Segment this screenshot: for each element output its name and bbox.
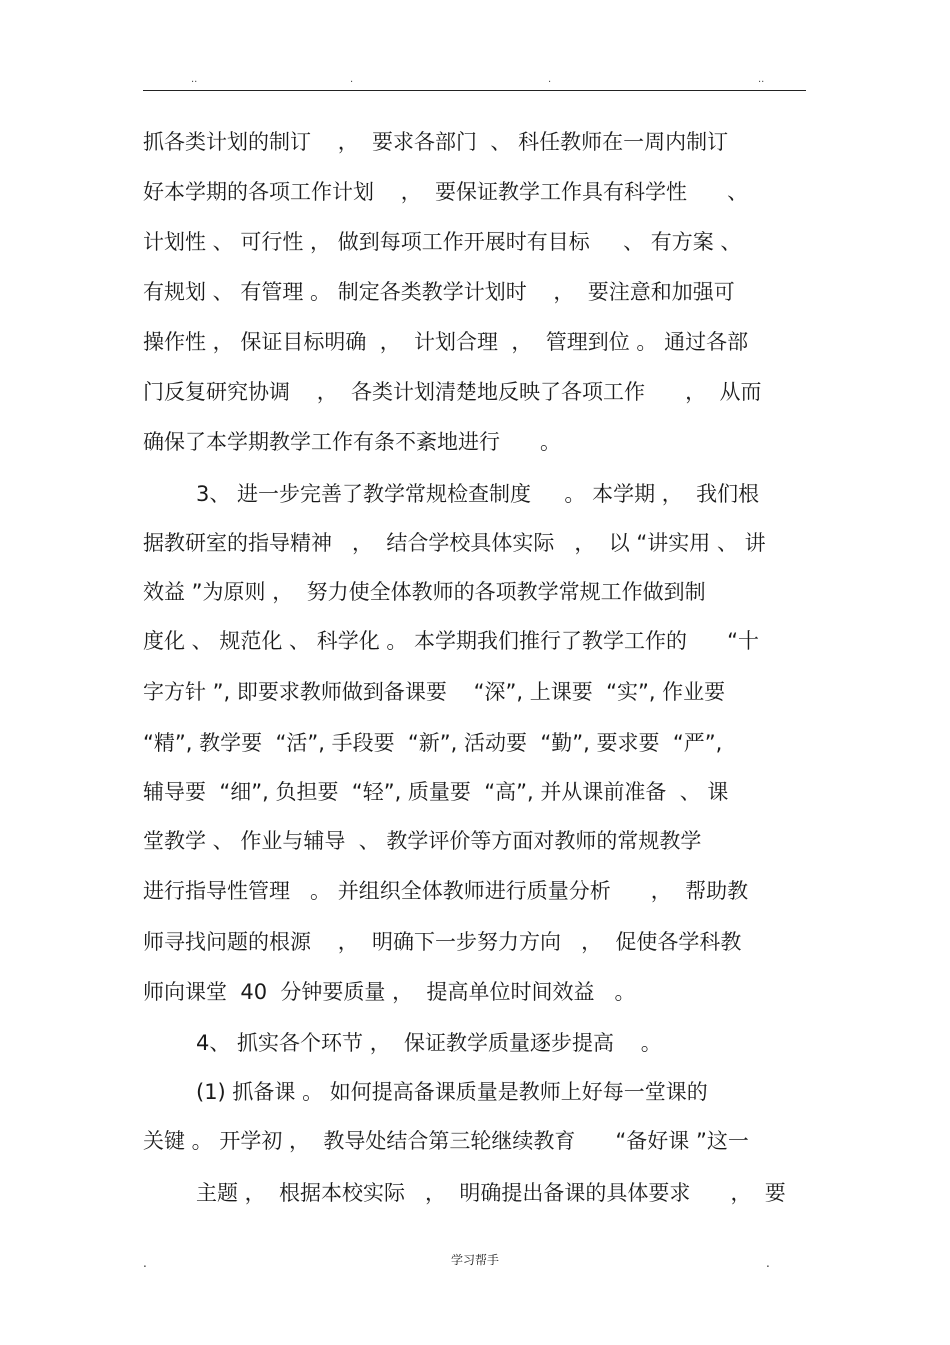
text-line: 抓各类计划的制订 ， 要求各部门 、 科任教师在一周内制订 bbox=[143, 130, 729, 154]
text-line: 辅导要 “细”, 负担要 “轻”, 质量要 “高”, 并从课前准备 、 课 bbox=[143, 780, 729, 804]
header-mark: . bbox=[350, 74, 354, 85]
text-line: 效益 ”为原则 ， 努力使全体教师的各项教学常规工作做到制 bbox=[143, 580, 706, 604]
text-line: 有规划 、 有管理 。 制定各类教学计划时 ， 要注意和加强可 bbox=[143, 280, 735, 304]
text-line: 关键 。 开学初 ， 教导处结合第三轮继续教育 “备好课 ”这一 bbox=[143, 1129, 749, 1153]
header-mark: .. bbox=[758, 74, 765, 85]
text-line: 主题 ， 根据本校实际 ， 明确提出备课的具体要求 ， 要 bbox=[196, 1181, 786, 1205]
header-rule bbox=[143, 90, 806, 91]
text-line: 确保了本学期教学工作有条不紊地进行 。 bbox=[143, 430, 562, 454]
footer-text: 学习帮手 bbox=[450, 1253, 499, 1267]
text-line: 度化 、 规范化 、 科学化 。 本学期我们推行了教学工作的 “十 bbox=[143, 629, 759, 653]
text-line: 字方针 ”, 即要求教师做到备课要 “深”, 上课要 “实”, 作业要 bbox=[143, 680, 726, 704]
text-line: (1) 抓备课 。 如何提高备课质量是教师上好每一堂课的 bbox=[196, 1080, 708, 1104]
text-line: 进行指导性管理 。 并组织全体教师进行质量分析 ， 帮助教 bbox=[143, 879, 749, 903]
text-line: 据教研室的指导精神 ， 结合学校具体实际 ， 以 “讲实用 、 讲 bbox=[143, 531, 766, 555]
text-line: 4、 抓实各个环节 ， 保证教学质量逐步提高 。 bbox=[196, 1031, 662, 1055]
text-line: 堂教学 、 作业与辅导 、 教学评价等方面对教师的常规教学 bbox=[143, 829, 702, 853]
text-line: 计划性 、 可行性 ， 做到每项工作开展时有目标 、 有方案 、 bbox=[143, 230, 742, 254]
text-line: 师寻找问题的根源 ， 明确下一步努力方向 ， 促使各学科教 bbox=[143, 930, 742, 954]
text-line: 操作性 ， 保证目标明确 ， 计划合理 ， 管理到位 。 通过各部 bbox=[143, 330, 749, 354]
text-line: 门反复研究协调 ， 各类计划清楚地反映了各项工作 ， 从而 bbox=[143, 380, 762, 404]
text-line: 好本学期的各项工作计划 ， 要保证教学工作具有科学性 、 bbox=[143, 180, 749, 204]
header-mark: . bbox=[548, 74, 552, 85]
footer-mark: . bbox=[766, 1256, 770, 1270]
footer-mark: . bbox=[143, 1256, 147, 1270]
header-mark: .. bbox=[191, 74, 198, 85]
text-line: 3、 进一步完善了教学常规检查制度 。 本学期 ， 我们根 bbox=[196, 482, 760, 506]
text-line: 师向课堂 40 分钟要质量 ， 提高单位时间效益 。 bbox=[143, 980, 636, 1004]
text-line: “精”, 教学要 “活”, 手段要 “新”, 活动要 “勤”, 要求要 “严”, bbox=[143, 731, 723, 755]
